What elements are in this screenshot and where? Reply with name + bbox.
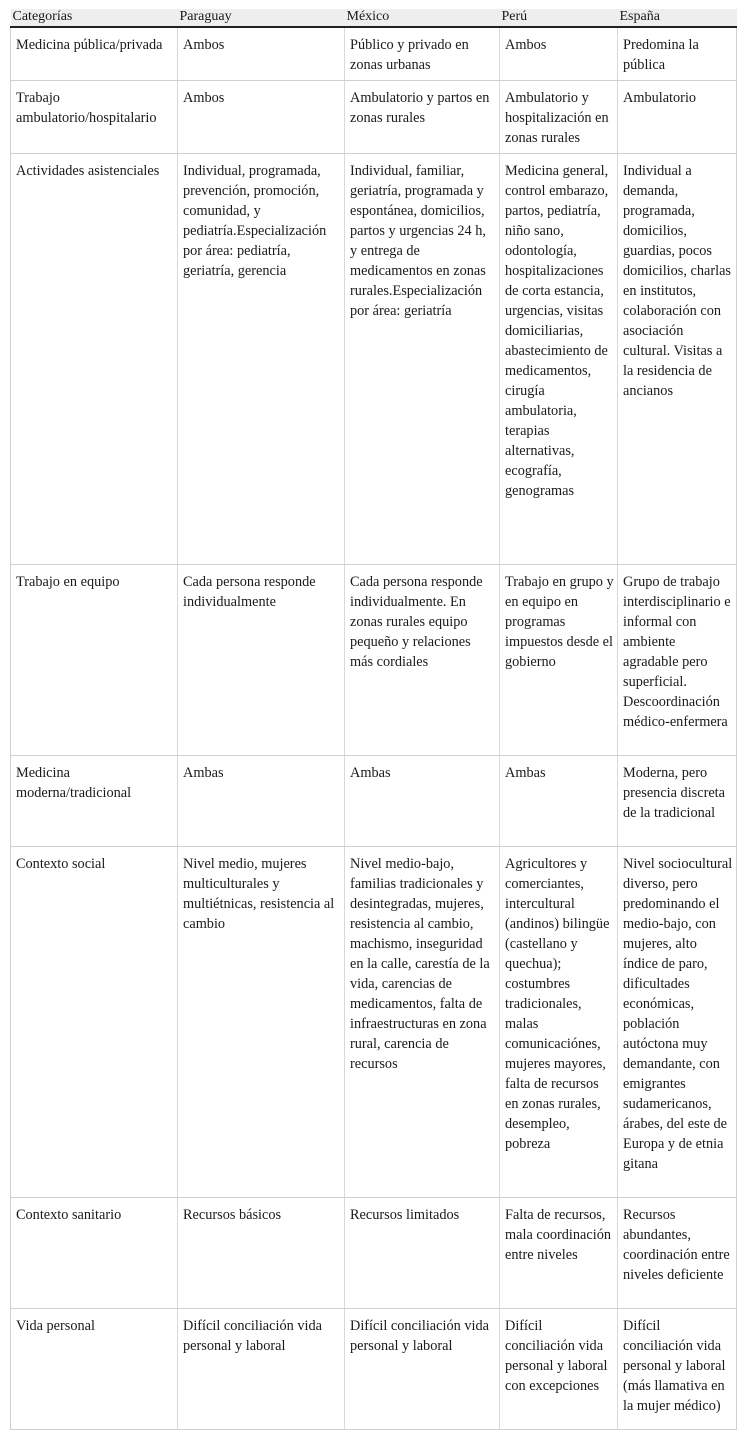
table-row	[11, 27, 737, 81]
table-row	[11, 1198, 737, 1309]
paraguay-cell: Recursos básicos	[178, 1198, 345, 1309]
comparison-table	[10, 9, 737, 1430]
row-category-cell: Contexto social	[11, 847, 178, 1198]
paraguay-cell: Cada persona responde individualmente	[178, 565, 345, 756]
row-category-cell: Actividades asistenciales	[11, 154, 178, 565]
espana-cell: Recursos abundantes, coordinación entre niveles deficiente	[618, 1198, 737, 1309]
mexico-cell: Difícil conciliación vida personal y laboral	[345, 1309, 500, 1430]
header-row	[11, 9, 737, 27]
paraguay-cell: Individual, programada, prevención, promoción, comunidad, y pediatría.Especialización por área: pediatría, geriatría, gerencia	[178, 154, 345, 565]
mexico-cell: Cada persona responde individualmente. En zonas rurales equipo pequeño y relaciones más cordiales	[345, 565, 500, 756]
row-category-cell: Medicina pública/privada	[11, 27, 178, 81]
table-row	[11, 847, 737, 1198]
mexico-cell: Ambas	[345, 756, 500, 847]
peru-cell: Falta de recursos, mala coordinación entre niveles	[500, 1198, 618, 1309]
mexico-cell: Recursos limitados	[345, 1198, 500, 1309]
mexico-cell: Individual, familiar, geriatría, programada y espontánea, domicilios, partos y urgencias 24 h, y entrega de medicamentos en zonas rurales.Especialización por área: geriatría	[345, 154, 500, 565]
peru-cell: Ambos	[500, 27, 618, 81]
peru-cell: Ambulatorio y hospitalización en zonas rurales	[500, 81, 618, 154]
table-row	[11, 154, 737, 565]
peru-cell: Ambas	[500, 756, 618, 847]
espana-cell: Moderna, pero presencia discreta de la tradicional	[618, 756, 737, 847]
espana-cell: Predomina la pública	[618, 27, 737, 81]
header-espana: España	[618, 9, 737, 27]
paraguay-cell: Ambas	[178, 756, 345, 847]
mexico-cell: Ambulatorio y partos en zonas rurales	[345, 81, 500, 154]
peru-cell: Trabajo en grupo y en equipo en programas impuestos desde el gobierno	[500, 565, 618, 756]
table-row	[11, 1309, 737, 1430]
paraguay-cell: Ambos	[178, 27, 345, 81]
header-mexico: México	[345, 9, 500, 27]
header-peru: Perú	[500, 9, 618, 27]
row-category-cell: Trabajo en equipo	[11, 565, 178, 756]
espana-cell: Ambulatorio	[618, 81, 737, 154]
table-row	[11, 81, 737, 154]
row-category-cell: Medicina moderna/tradicional	[11, 756, 178, 847]
row-category-cell: Trabajo ambulatorio/hospitalario	[11, 81, 178, 154]
espana-cell: Grupo de trabajo interdisciplinario e informal con ambiente agradable pero superficial. Descoordinación médico-enfermera	[618, 565, 737, 756]
espana-cell: Individual a demanda, programada, domicilios, guardias, pocos domicilios, charlas en institutos, colaboración con asociación cultural. Visitas a la residencia de ancianos	[618, 154, 737, 565]
row-category-cell: Contexto sanitario	[11, 1198, 178, 1309]
comparison-table-container	[10, 9, 736, 1430]
row-category-cell: Vida personal	[11, 1309, 178, 1430]
paraguay-cell: Nivel medio, mujeres multiculturales y multiétnicas, resistencia al cambio	[178, 847, 345, 1198]
peru-cell: Medicina general, control embarazo, partos, pediatría, niño sano, odontología, hospitalizaciones de corta estancia, urgencias, visitas domiciliarias, abastecimiento de medicamentos, cirugía ambulatoria, terapias alternativas, ecografía, genogramas	[500, 154, 618, 565]
table-row	[11, 565, 737, 756]
table-body	[11, 27, 737, 1430]
table-header	[11, 9, 737, 27]
peru-cell: Difícil conciliación vida personal y laboral con excepciones	[500, 1309, 618, 1430]
espana-cell: Nivel sociocultural diverso, pero predominando el medio-bajo, con mujeres, alto índice de paro, dificultades económicas, población autóctona muy demandante, con emigrantes sudamericanos, árabes, del este de Europa y de etnia gitana	[618, 847, 737, 1198]
espana-cell: Difícil conciliación vida personal y laboral (más llamativa en la mujer médico)	[618, 1309, 737, 1430]
mexico-cell: Nivel medio-bajo, familias tradicionales y desintegradas, mujeres, resistencia al cambio, machismo, inseguridad en la calle, carestía de la vida, carencias de medicamentos, falta de infraestructuras en zona rural, carencia de recursos	[345, 847, 500, 1198]
mexico-cell: Público y privado en zonas urbanas	[345, 27, 500, 81]
header-paraguay: Paraguay	[178, 9, 345, 27]
table-row	[11, 756, 737, 847]
paraguay-cell: Ambos	[178, 81, 345, 154]
header-categorias: Categorías	[11, 9, 178, 27]
peru-cell: Agricultores y comerciantes, intercultural (andinos) bilingüe (castellano y quechua); costumbres tradicionales, malas comunicaciónes, mujeres mayores, falta de recursos en zonas rurales, desempleo, pobreza	[500, 847, 618, 1198]
paraguay-cell: Difícil conciliación vida personal y laboral	[178, 1309, 345, 1430]
